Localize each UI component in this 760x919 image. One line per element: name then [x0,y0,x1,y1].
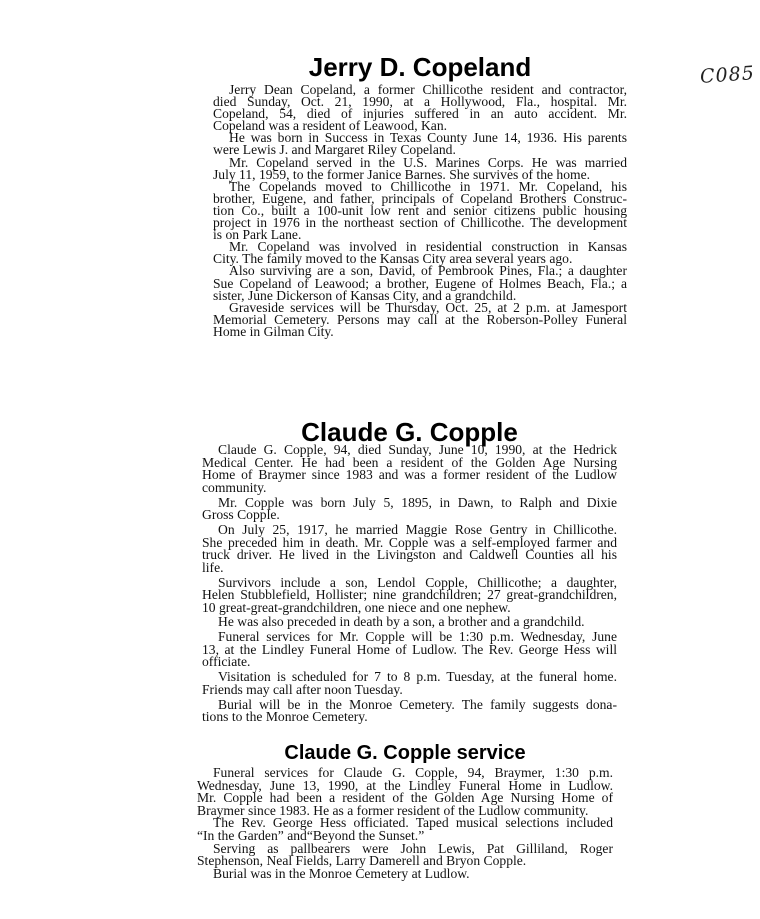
paragraph [202,671,617,696]
text-line: Burial will be in the Monroe Cemetery. The family suggests dona- [218,696,617,712]
paragraph [213,84,627,132]
text-line: Claude G. Copple, 94, died Sunday, June 10, 1990, at the Hedrick [218,442,617,457]
text-line: Mr. Copple had been a resident of the Golden Age Nursing Home of [197,790,613,806]
handwritten-catalog-number: C085 [699,62,756,88]
paragraph [213,132,627,156]
text-line: Helen Stubblefield, Hollister; nine grandchildren; 27 great-grandchildren, [202,587,617,603]
article-title-copeland: Jerry D. Copeland [308,52,532,82]
text-line: Friends may call after noon Tuesday. [202,681,403,697]
text-line: She preceded him in death. Mr. Copple was a self-employed farmer and [202,534,617,550]
text-line: Mr. Copple was born July 5, 1895, in Dawn, to Ralph and Dixie [218,494,617,510]
text-line: The Copelands moved to Chillicothe in 1971. Mr. Copeland, his [229,178,627,194]
text-line: officiate. [202,654,251,670]
text-line: Sue Copeland of Leawood; a brother, Eugene of Holmes Beach, Fla.; a [213,275,627,291]
text-line: life. [202,559,224,575]
paragraph [197,865,613,881]
text-line: Copeland, 54, died of injuries suffered in an auto accident. Mr. [213,106,627,122]
text-line: Burial was in the Monroe Cemetery at Ludlow. [213,865,470,881]
text-line: project in 1976 in the northeast section of Chillicothe. The development [213,215,627,231]
text-line: The Rev. George Hess officiated. Taped musical selections included [213,815,613,831]
text-line: Also surviving are a son, David, of Pembrook Pines, Fla.; a daughter [229,263,627,279]
paragraph [213,178,627,243]
text-line: Funeral services for Mr. Copple will be 1:30 p.m. Wednesday, June [218,629,617,645]
article-body-copple [202,444,617,726]
paragraph [197,817,613,842]
text-line: Survivors include a son, Lendol Copple, Chillicothe; a daughter, [218,574,617,590]
text-line: Stephenson, Neal Fields, Larry Damerell and Bryon Copple. [197,853,527,869]
text-line: July 11, 1959, to the former Janice Barnes. She survives of the home. [213,166,591,182]
text-line: On July 25, 1917, he married Maggie Rose Gentry in Chillicothe. [218,521,617,537]
text-line: 10 great-great-grandchildren, one niece and one nephew. [202,599,511,615]
text-line: Medical Center. He had been a resident of the Golden Age Nursing [202,454,617,470]
paragraph [202,574,617,615]
paragraph [213,299,627,339]
text-line: Visitation is scheduled for 7 to 8 p.m. Tuesday, at the funeral home. [218,669,617,685]
text-line: He was born in Success in Texas County June 14, 1936. His parents [229,130,627,146]
paragraph [213,154,627,182]
paragraph [213,241,627,265]
paragraph [202,494,617,523]
paragraph [202,444,617,494]
text-line: Braymer since 1983. He as a former resident of the Ludlow community. [197,802,589,818]
paragraph [202,616,617,629]
text-line: City. The family moved to the Kansas City area several years ago. [213,251,573,267]
text-line: Wednesday, June 13, 1990, at the Lindley Funeral Home in Ludlow. [197,777,613,793]
text-line: Mr. Copeland served in the U.S. Marines Corps. He was married [229,154,627,170]
paragraph [202,521,617,575]
article-title-copple: Claude G. Copple [301,417,518,447]
text-line: Graveside services will be Thursday, Oct. 25, at 2 p.m. at Jamesport [229,299,627,315]
text-line: Copeland was a resident of Leawood, Kan. [213,118,448,134]
paragraph [197,767,613,817]
text-line: Gross Copple. [202,507,280,523]
paragraph [197,840,613,869]
text-line: Memorial Cemetery. Persons may call at the Roberson-Polley Funeral [213,311,627,327]
text-line: Mr. Copeland was involved in residential construction in Kansas [229,239,627,255]
paragraph [202,696,617,725]
text-line: Jerry Dean Copeland, a former Chillicothe resident and contractor, [229,82,627,97]
text-line: Funeral services for Claude G. Copple, 94, Braymer, 1:30 p.m. [213,765,613,780]
text-line: Serving as pallbearers were John Lewis, Pat Gilliland, Roger [213,840,613,856]
text-line: tions to the Monroe Cemetery. [202,709,368,725]
text-line: tion Co., built a 100-unit low rent and senior citizens public housing [213,202,627,218]
article-body-copple-service [197,767,613,880]
text-line: community. [202,479,267,495]
text-line: He was also preceded in death by a son, a brother and a grandchild. [218,614,585,630]
text-line: Home in Gilman City. [213,323,334,339]
text-line: brother, Eugene, and father, principals of Copeland Brothers Construc- [213,190,627,206]
text-line: “In the Garden” and“Beyond the Sunset.” [197,827,425,843]
text-line: 13, at the Lindley Funeral Home of Ludlow. The Rev. George Hess will [202,641,617,657]
text-line: were Lewis J. and Margaret Riley Copeland. [213,142,456,158]
article-body-copeland [213,84,627,338]
paragraph [202,631,617,669]
text-line: is on Park Lane. [213,227,302,243]
text-line: died Sunday, Oct. 21, 1990, at a Hollywood, Fla., hospital. Mr. [213,94,627,110]
paragraph [213,265,627,301]
text-line: truck driver. He lived in the Livingston and Caldwell Counties all his [202,547,617,563]
text-line: sister, June Dickerson of Kansas City, and a grandchild. [213,287,517,303]
text-line: Home of Braymer since 1983 and was a former resident of the Ludlow [202,467,617,483]
article-title-copple-service: Claude G. Copple service [284,742,526,764]
